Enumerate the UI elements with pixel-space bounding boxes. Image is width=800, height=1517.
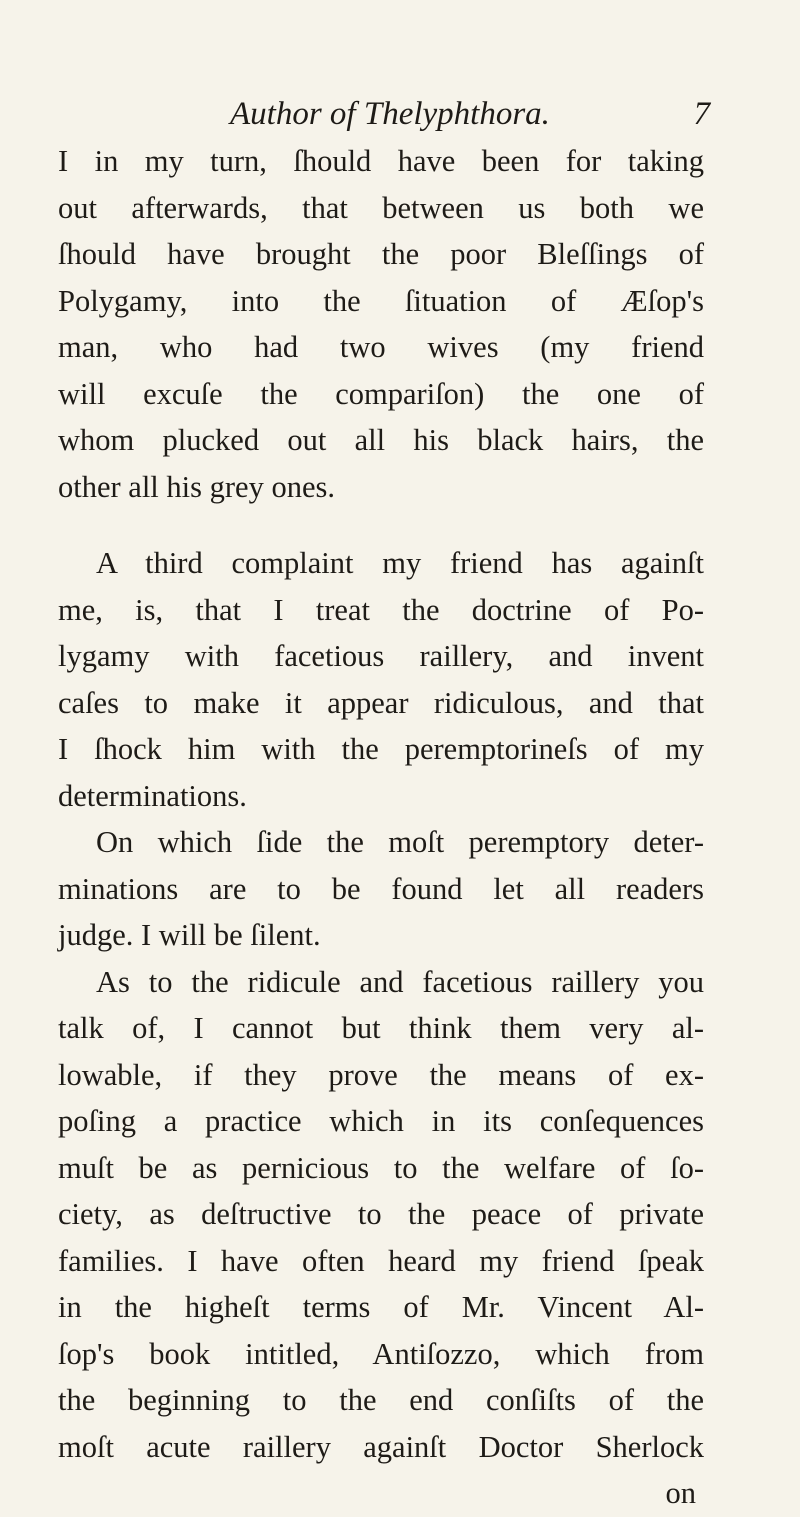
page-number: 7 xyxy=(693,96,710,132)
text-line: whom plucked out all his black hairs, the xyxy=(58,423,704,457)
text-line: determinations. xyxy=(58,778,247,813)
text-line: out afterwards, that between us both we xyxy=(58,190,704,225)
text-line: I in my turn, ſhould have been for taking xyxy=(58,144,704,178)
text-line: in the higheſt terms of Mr. Vincent Al- xyxy=(58,1290,704,1324)
text-line: moſt acute raillery againſt Doctor Sherlock xyxy=(58,1429,704,1464)
text-line: muſt be as pernicious to the welfare of ſo- xyxy=(58,1150,704,1185)
text-line: minations are to be found let all readers xyxy=(58,871,704,906)
text-line: me, is, that I treat the doctrine of Po- xyxy=(58,592,704,627)
text-line: judge. I will be ſilent. xyxy=(58,918,321,952)
text-line: families. I have often heard my friend ſpeak xyxy=(58,1243,704,1278)
running-head xyxy=(150,92,710,136)
text-line: Polygamy, into the ſituation of Æſop's xyxy=(58,283,704,318)
body-text xyxy=(58,138,704,1517)
text-line: ſhould have brought the poor Bleſſings of xyxy=(58,237,704,271)
running-title: Author of Thelyphthora. xyxy=(230,96,550,132)
text-line: man, who had two wives (my friend xyxy=(58,330,704,364)
text-line: ſop's book intitled, Antiſozzo, which from xyxy=(58,1336,704,1371)
text-line: I ſhock him with the peremptorineſs of my xyxy=(58,732,704,766)
text-line: other all his grey ones. xyxy=(58,469,335,504)
text-line: On which ſide the moſt peremptory deter- xyxy=(96,825,704,859)
paragraph-gap xyxy=(58,510,704,540)
text-line: lowable, if they prove the means of ex- xyxy=(58,1057,704,1092)
text-line: the beginning to the end conſiſts of the xyxy=(58,1383,704,1417)
text-line: caſes to make it appear ridiculous, and that xyxy=(58,685,704,720)
text-line: A third complaint my friend has againſt xyxy=(96,546,704,580)
catchword: on xyxy=(665,1476,696,1510)
text-line: ciety, as deſtructive to the peace of private xyxy=(58,1197,704,1231)
text-line: lygamy with facetious raillery, and invent xyxy=(58,639,704,673)
text-line: talk of, I cannot but think them very al- xyxy=(58,1011,704,1045)
text-line: As to the ridicule and facetious raillery you xyxy=(96,964,704,999)
text-line: will excuſe the compariſon) the one of xyxy=(58,376,704,411)
text-line: poſing a practice which in its conſequences xyxy=(58,1104,704,1138)
